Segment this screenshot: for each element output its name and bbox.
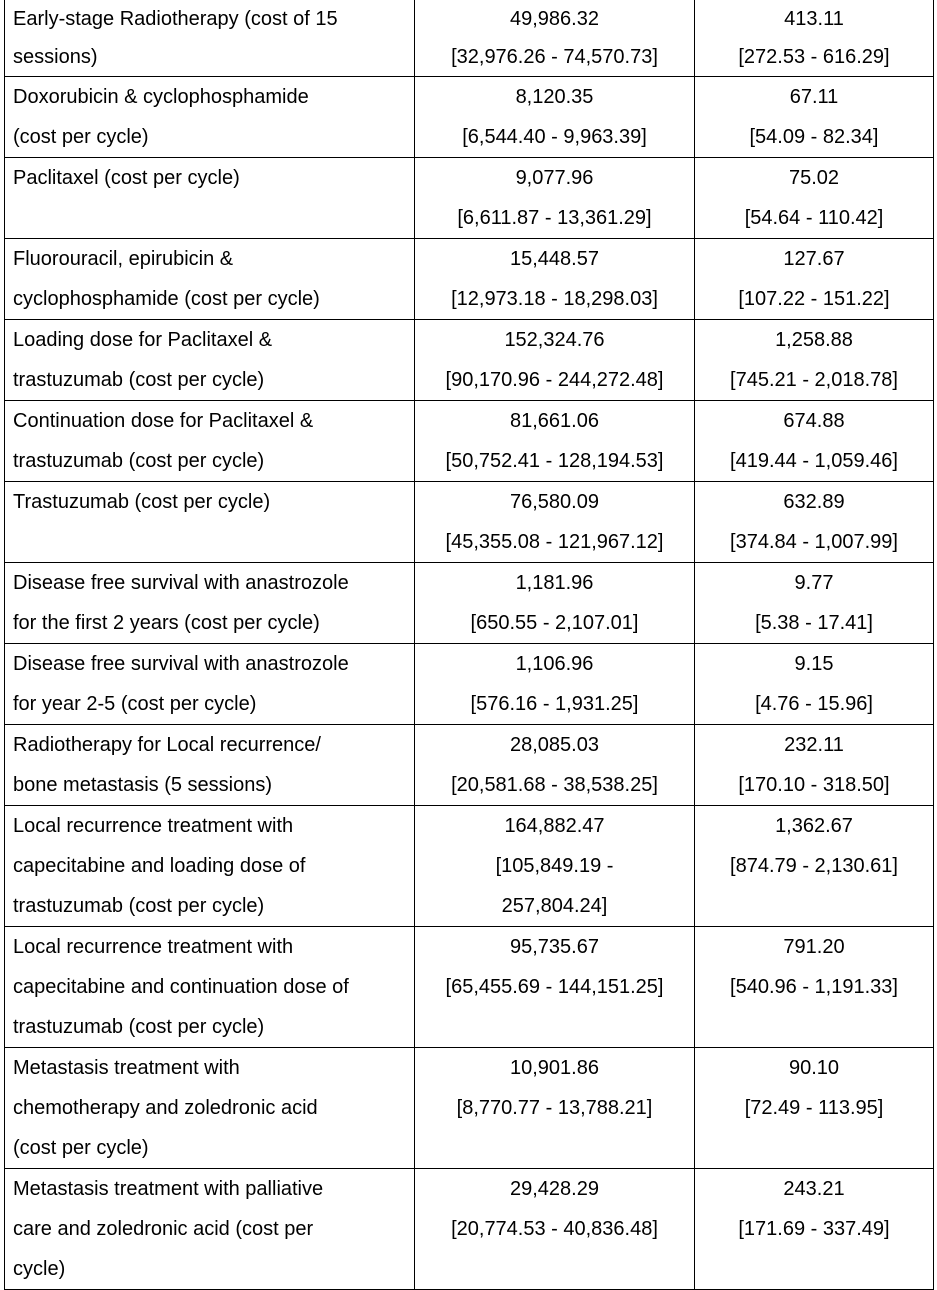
- treatment-name-cell: Continuation dose for Paclitaxel & trastuzumab (cost per cycle): [5, 401, 415, 482]
- value1-cell: 164,882.47 [105,849.19 - 257,804.24]: [415, 806, 695, 927]
- table-row: [5, 927, 934, 1048]
- table-row: [5, 158, 934, 239]
- value2-cell: 674.88 [419.44 - 1,059.46]: [695, 401, 934, 482]
- table-row: [5, 644, 934, 725]
- cost-table: [4, 0, 934, 1290]
- table-row: [5, 725, 934, 806]
- treatment-name-cell: Doxorubicin & cyclophosphamide (cost per cycle): [5, 77, 415, 158]
- value2-cell: 90.10 [72.49 - 113.95]: [695, 1048, 934, 1169]
- treatment-name-cell: Metastasis treatment with chemotherapy and zoledronic acid (cost per cycle): [5, 1048, 415, 1169]
- treatment-name-cell: Local recurrence treatment with capecitabine and loading dose of trastuzumab (cost per cycle): [5, 806, 415, 927]
- value1-cell: 29,428.29 [20,774.53 - 40,836.48]: [415, 1169, 695, 1290]
- table-row: [5, 320, 934, 401]
- table-row: [5, 77, 934, 158]
- value2-cell: 232.11 [170.10 - 318.50]: [695, 725, 934, 806]
- treatment-name-cell: Disease free survival with anastrozole for year 2-5 (cost per cycle): [5, 644, 415, 725]
- table-row: [5, 482, 934, 563]
- value2-cell: 632.89 [374.84 - 1,007.99]: [695, 482, 934, 563]
- treatment-name-cell: Loading dose for Paclitaxel & trastuzumab (cost per cycle): [5, 320, 415, 401]
- value2-cell: 1,362.67 [874.79 - 2,130.61]: [695, 806, 934, 927]
- value2-cell: 75.02 [54.64 - 110.42]: [695, 158, 934, 239]
- value1-cell: 1,106.96 [576.16 - 1,931.25]: [415, 644, 695, 725]
- value2-cell: 127.67 [107.22 - 151.22]: [695, 239, 934, 320]
- table-row: [5, 563, 934, 644]
- value1-cell: 9,077.96 [6,611.87 - 13,361.29]: [415, 158, 695, 239]
- table-row: [5, 806, 934, 927]
- value1-cell: 49,986.32 [32,976.26 - 74,570.73]: [415, 0, 695, 77]
- table-row: [5, 401, 934, 482]
- value1-cell: 8,120.35 [6,544.40 - 9,963.39]: [415, 77, 695, 158]
- treatment-name-cell: Early-stage Radiotherapy (cost of 15 sessions): [5, 0, 415, 77]
- value1-cell: 152,324.76 [90,170.96 - 244,272.48]: [415, 320, 695, 401]
- treatment-name-cell: Metastasis treatment with palliative care and zoledronic acid (cost per cycle): [5, 1169, 415, 1290]
- value2-cell: 67.11 [54.09 - 82.34]: [695, 77, 934, 158]
- value1-cell: 15,448.57 [12,973.18 - 18,298.03]: [415, 239, 695, 320]
- treatment-name-cell: Local recurrence treatment with capecitabine and continuation dose of trastuzumab (cost per cycle): [5, 927, 415, 1048]
- value1-cell: 95,735.67 [65,455.69 - 144,151.25]: [415, 927, 695, 1048]
- table-row: [5, 0, 934, 77]
- table-row: [5, 239, 934, 320]
- value1-cell: 28,085.03 [20,581.68 - 38,538.25]: [415, 725, 695, 806]
- table-row: [5, 1048, 934, 1169]
- value1-cell: 81,661.06 [50,752.41 - 128,194.53]: [415, 401, 695, 482]
- table-row: [5, 1169, 934, 1290]
- value2-cell: 1,258.88 [745.21 - 2,018.78]: [695, 320, 934, 401]
- value2-cell: 243.21 [171.69 - 337.49]: [695, 1169, 934, 1290]
- value2-cell: 9.15 [4.76 - 15.96]: [695, 644, 934, 725]
- treatment-name-cell: Fluorouracil, epirubicin & cyclophosphamide (cost per cycle): [5, 239, 415, 320]
- value1-cell: 10,901.86 [8,770.77 - 13,788.21]: [415, 1048, 695, 1169]
- value2-cell: 9.77 [5.38 - 17.41]: [695, 563, 934, 644]
- value2-cell: 791.20 [540.96 - 1,191.33]: [695, 927, 934, 1048]
- treatment-name-cell: Disease free survival with anastrozole for the first 2 years (cost per cycle): [5, 563, 415, 644]
- value2-cell: 413.11 [272.53 - 616.29]: [695, 0, 934, 77]
- value1-cell: 1,181.96 [650.55 - 2,107.01]: [415, 563, 695, 644]
- treatment-name-cell: Radiotherapy for Local recurrence/ bone metastasis (5 sessions): [5, 725, 415, 806]
- table-body: [5, 0, 934, 1290]
- value1-cell: 76,580.09 [45,355.08 - 121,967.12]: [415, 482, 695, 563]
- treatment-name-cell: Trastuzumab (cost per cycle): [5, 482, 415, 563]
- treatment-name-cell: Paclitaxel (cost per cycle): [5, 158, 415, 239]
